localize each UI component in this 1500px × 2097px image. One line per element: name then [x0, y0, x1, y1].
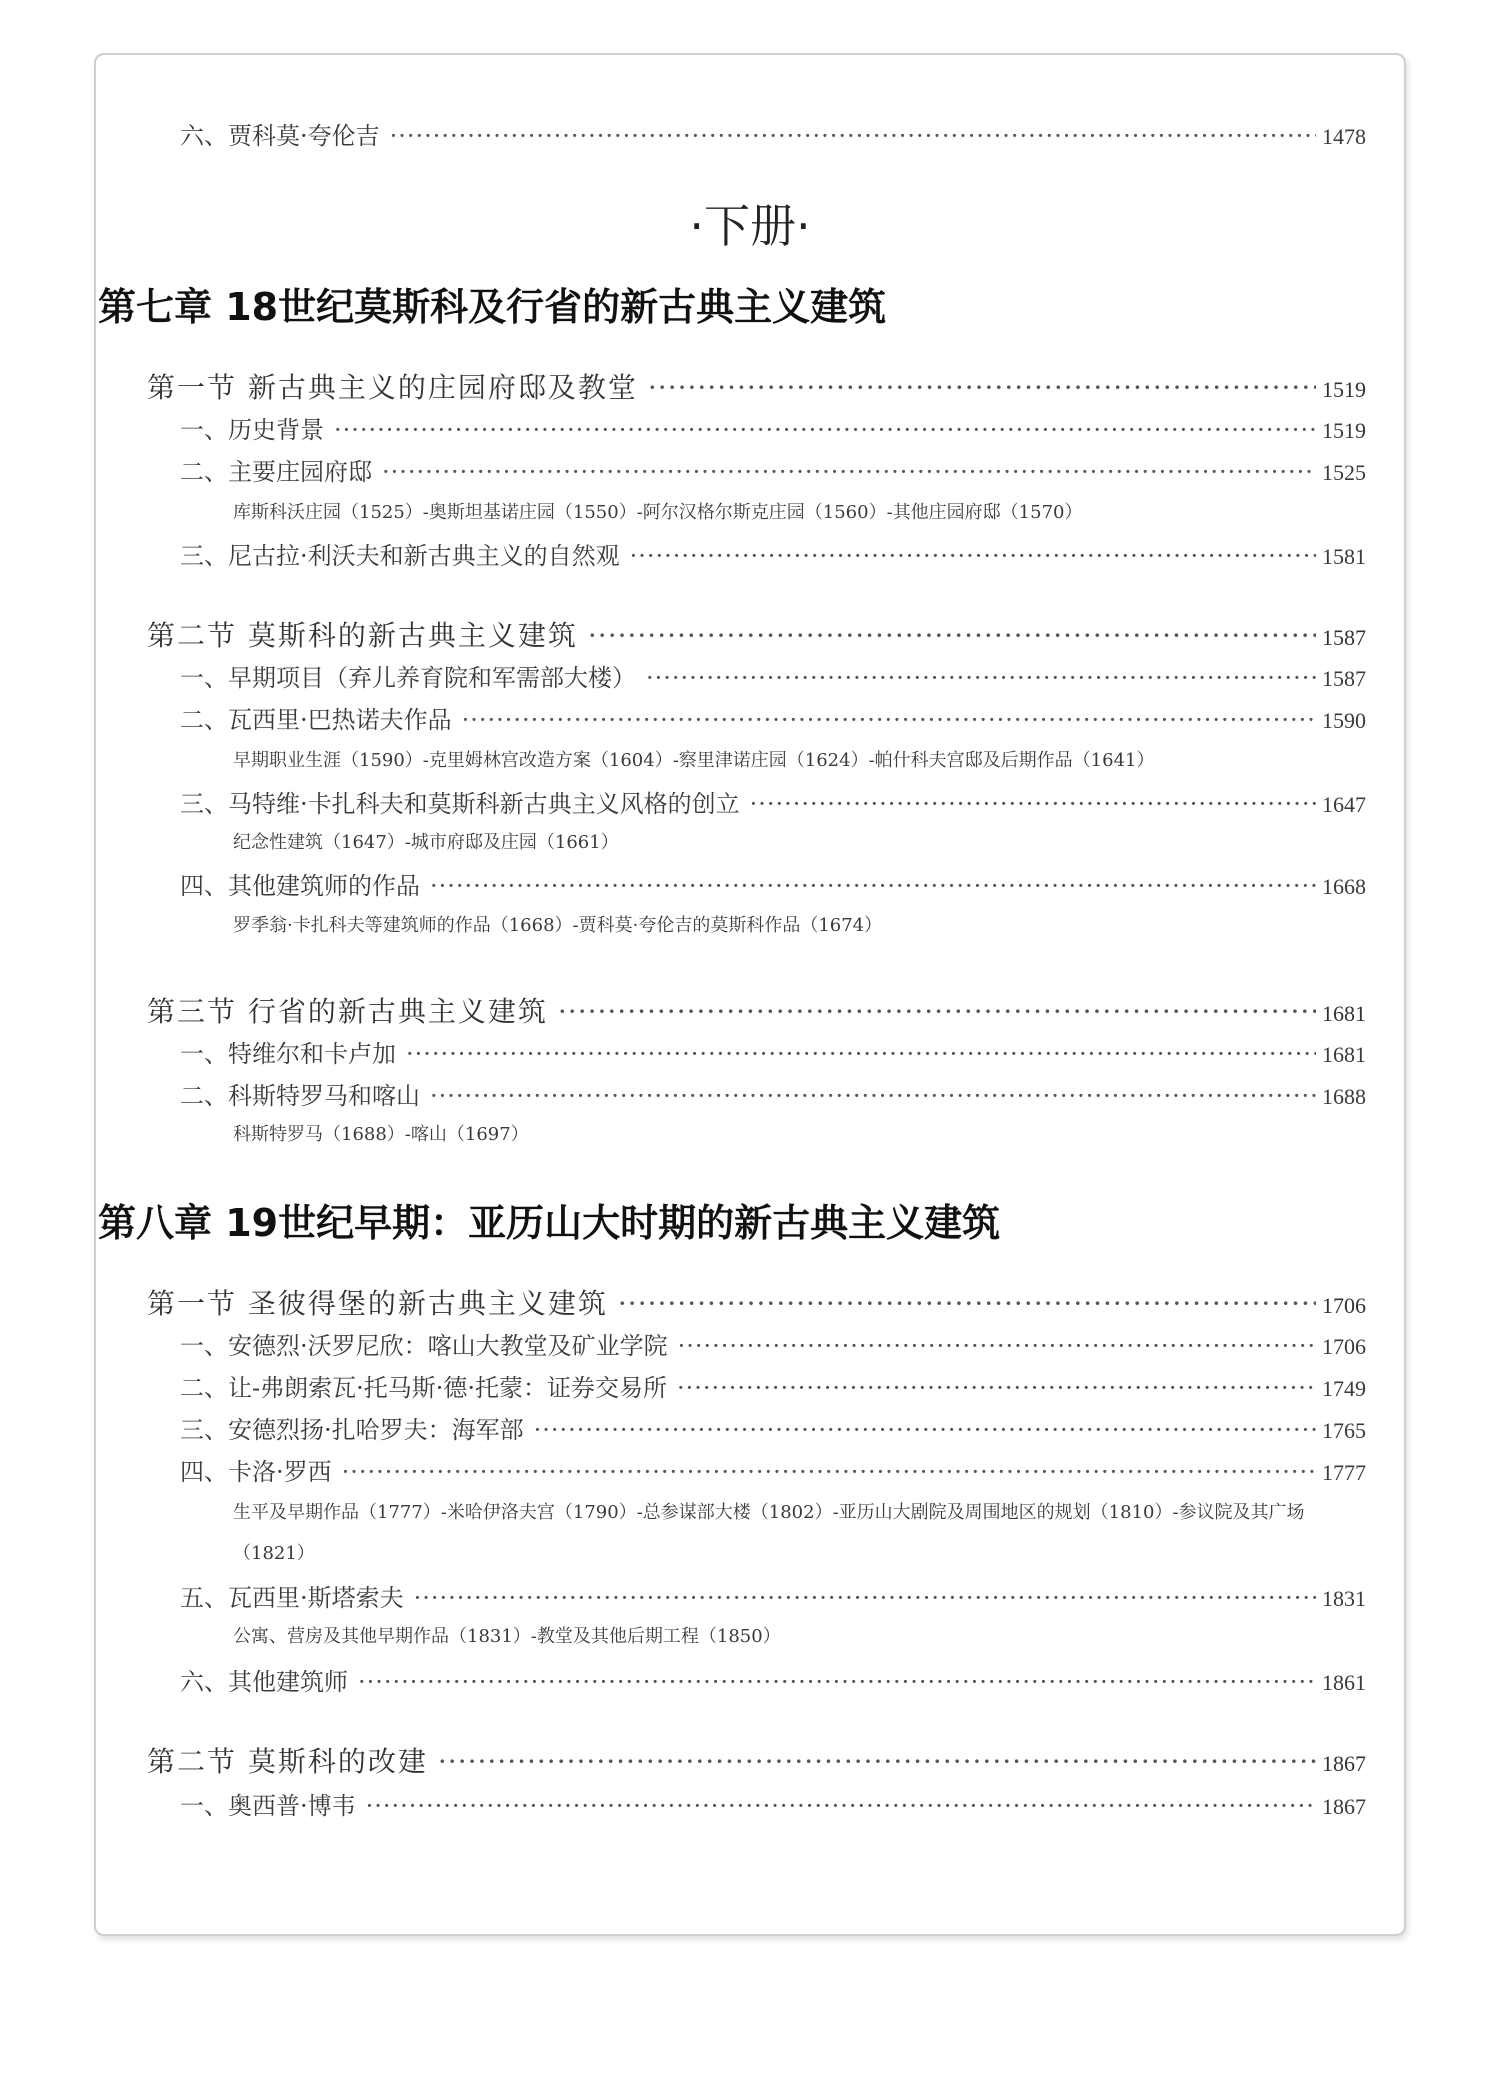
- toc-item[interactable]: [180, 410, 1366, 446]
- toc-item[interactable]: [180, 1786, 1366, 1822]
- toc-subentries: 纪念性建筑（1647）-城市府邸及庄园（1661）: [233, 832, 619, 853]
- toc-item[interactable]: [180, 452, 1366, 488]
- toc-item-title: 六、贾科莫·夸伦吉: [180, 122, 380, 150]
- toc-item-title: 三、尼古拉·利沃夫和新古典主义的自然观: [180, 542, 620, 570]
- toc-item[interactable]: [180, 1410, 1366, 1446]
- chapter-heading[interactable]: 第七章 18世纪莫斯科及行省的新古典主义建筑: [98, 285, 887, 329]
- toc-item-title: 三、马特维·卡扎科夫和莫斯科新古典主义风格的创立: [180, 790, 740, 818]
- toc-item[interactable]: [180, 1452, 1366, 1488]
- toc-section-page: 1587: [1322, 625, 1366, 650]
- leader-dots: [390, 122, 1316, 150]
- toc-subentries: 公寓、营房及其他早期作品（1831）-教堂及其他后期工程（1850）: [233, 1626, 781, 1647]
- toc-item[interactable]: [180, 658, 1366, 694]
- toc-item[interactable]: [180, 866, 1366, 902]
- toc-section[interactable]: [147, 366, 1366, 406]
- toc-item-title: 六、其他建筑师: [180, 1668, 348, 1696]
- toc-subentries: 生平及早期作品（1777）-米哈伊洛夫宫（1790）-总参谋部大楼（1802）-亚历山大剧院及周围地区的规划（1810）-参议院及其广场（1821）: [233, 1502, 1305, 1564]
- leader-dots: [646, 664, 1316, 692]
- toc-item[interactable]: [180, 1578, 1366, 1614]
- toc-item-page: 1478: [1322, 124, 1366, 149]
- toc-subentries: 早期职业生涯（1590）-克里姆林宫改造方案（1604）-察里津诺庄园（1624）-帕什科夫宫邸及后期作品（1641）: [233, 750, 1155, 771]
- toc-item[interactable]: [180, 1326, 1366, 1362]
- toc-section-page: 1706: [1322, 1293, 1366, 1318]
- toc-section-title: 第二节 莫斯科的改建: [147, 1745, 428, 1778]
- toc-item-page: 1867: [1322, 1794, 1366, 1819]
- leader-dots: [342, 1458, 1316, 1486]
- chapter-heading[interactable]: 第八章 19世纪早期：亚历山大时期的新古典主义建筑: [98, 1201, 1001, 1245]
- leader-dots: [462, 706, 1316, 734]
- toc-item-page: 1688: [1322, 1084, 1366, 1109]
- toc-item-page: 1587: [1322, 666, 1366, 691]
- leader-dots: [630, 542, 1316, 570]
- toc-item[interactable]: [180, 1076, 1366, 1112]
- toc-subentries: 罗季翁·卡扎科夫等建筑师的作品（1668）-贾科莫·夸伦吉的莫斯科作品（1674）: [233, 915, 883, 936]
- toc-item-title: 二、瓦西里·巴热诺夫作品: [180, 706, 452, 734]
- toc-item-page: 1668: [1322, 874, 1366, 899]
- toc-item-title: 一、历史背景: [180, 416, 324, 444]
- leader-dots: [430, 1082, 1316, 1110]
- toc-item-title: 五、瓦西里·斯塔索夫: [180, 1584, 404, 1612]
- toc-section-title: 第二节 莫斯科的新古典主义建筑: [147, 619, 578, 652]
- leader-dots: [382, 458, 1316, 486]
- toc-item-title: 二、让-弗朗索瓦·托马斯·德·托蒙：证券交易所: [180, 1374, 667, 1402]
- leader-dots: [678, 1332, 1316, 1360]
- leader-dots: [406, 1040, 1316, 1068]
- toc-item-page: 1519: [1322, 418, 1366, 443]
- toc-item-page: 1765: [1322, 1418, 1366, 1443]
- toc-item-page: 1831: [1322, 1586, 1366, 1611]
- toc-section[interactable]: [147, 990, 1366, 1030]
- leader-dots: [750, 790, 1316, 818]
- leader-dots: [588, 619, 1316, 652]
- leader-dots: [534, 1416, 1316, 1444]
- toc-item-page: 1777: [1322, 1460, 1366, 1485]
- toc-item[interactable]: [180, 700, 1366, 736]
- toc-section-page: 1519: [1322, 377, 1366, 402]
- toc-section-title: 第一节 圣彼得堡的新古典主义建筑: [147, 1287, 608, 1320]
- toc-item-page: 1749: [1322, 1376, 1366, 1401]
- leader-dots: [648, 371, 1316, 404]
- toc-item-title: 一、特维尔和卡卢加: [180, 1040, 396, 1068]
- toc-item-title: 二、主要庄园府邸: [180, 458, 372, 486]
- toc-item[interactable]: [180, 536, 1366, 572]
- toc-subentries: 库斯科沃庄园（1525）-奥斯坦基诺庄园（1550）-阿尔汉格尔斯克庄园（1560）-其他庄园府邸（1570）: [233, 502, 1083, 523]
- toc-item-title: 一、奥西普·博韦: [180, 1792, 356, 1820]
- toc-item-page: 1861: [1322, 1670, 1366, 1695]
- toc-item-page: 1647: [1322, 792, 1366, 817]
- toc-item-page: 1681: [1322, 1042, 1366, 1067]
- toc-item[interactable]: [180, 784, 1366, 820]
- leader-dots: [358, 1668, 1316, 1696]
- toc-section-page: 1681: [1322, 1001, 1366, 1026]
- leader-dots: [430, 872, 1316, 900]
- leader-dots: [366, 1792, 1316, 1820]
- toc-section[interactable]: [147, 1282, 1366, 1322]
- toc-item-title: 二、科斯特罗马和喀山: [180, 1082, 420, 1110]
- leader-dots: [334, 416, 1316, 444]
- toc-item[interactable]: [180, 1034, 1366, 1070]
- toc-item-title: 四、其他建筑师的作品: [180, 872, 420, 900]
- toc-section-title: 第三节 行省的新古典主义建筑: [147, 995, 548, 1028]
- toc-item-title: 三、安德烈扬·扎哈罗夫：海军部: [180, 1416, 524, 1444]
- volume-title: ·下册·: [689, 199, 811, 253]
- toc-item[interactable]: [180, 116, 1366, 152]
- toc-item-title: 四、卡洛·罗西: [180, 1458, 332, 1486]
- toc-section-page: 1867: [1322, 1751, 1366, 1776]
- leader-dots: [677, 1374, 1316, 1402]
- toc-section[interactable]: [147, 614, 1366, 654]
- leader-dots: [558, 995, 1316, 1028]
- toc-item[interactable]: [180, 1662, 1366, 1698]
- leader-dots: [414, 1584, 1316, 1612]
- toc-item-page: 1590: [1322, 708, 1366, 733]
- toc-item-page: 1706: [1322, 1334, 1366, 1359]
- toc-item-page: 1525: [1322, 460, 1366, 485]
- toc-item-title: 一、安德烈·沃罗尼欣：喀山大教堂及矿业学院: [180, 1332, 668, 1360]
- toc-subentries: 科斯特罗马（1688）-喀山（1697）: [233, 1124, 529, 1145]
- toc-item-page: 1581: [1322, 544, 1366, 569]
- toc-section[interactable]: [147, 1740, 1366, 1780]
- toc-item-title: 一、早期项目（弃儿养育院和军需部大楼）: [180, 664, 636, 692]
- toc-item[interactable]: [180, 1368, 1366, 1404]
- leader-dots: [618, 1287, 1316, 1320]
- leader-dots: [438, 1745, 1316, 1778]
- toc-section-title: 第一节 新古典主义的庄园府邸及教堂: [147, 371, 638, 404]
